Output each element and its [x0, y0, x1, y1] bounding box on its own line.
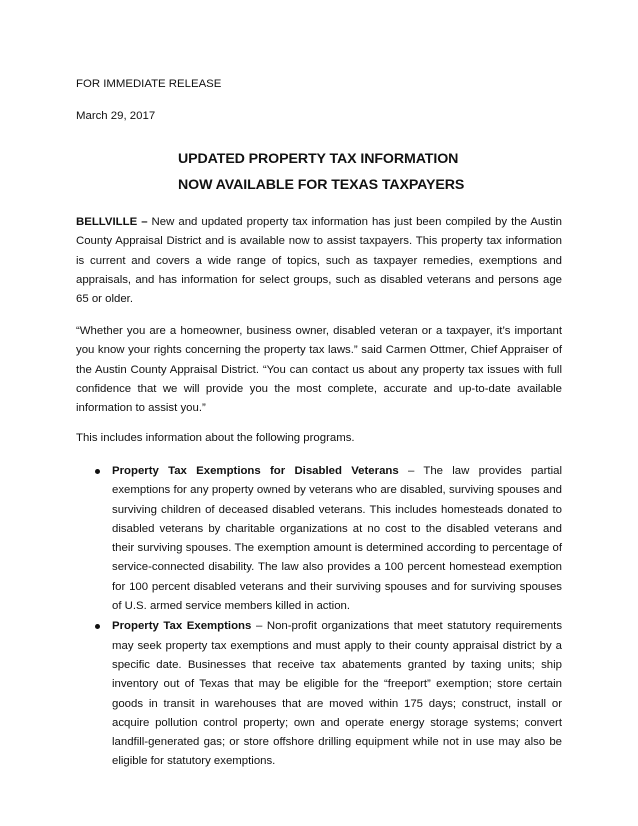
paragraph-intro	[76, 213, 562, 309]
program-text: – The law provides partial exemptions for any property owned by veterans who are disabled, surviving spouses and surviving children of deceased disabled veterans. This includes homesteads donated to disabled veterans by charitable organizations at no cost to the disabled veterans and their surviving spouses. The exemption amount is determined according to percentage of service-connected disability. The law also provides a 100 percent homestead exemption for 100 percent disabled veterans and their surviving spouses and for surviving spouses of U.S. armed service members killed in action.	[112, 465, 562, 613]
program-title: Property Tax Exemptions for Disabled Veterans	[112, 465, 399, 477]
bullet-icon	[95, 624, 100, 629]
paragraph-intro-text: New and updated property tax information has just been compiled by the Austin County Appraisal District and is available now to assist taxpayers. This property tax information is current and covers a wide range of topics, such as taxpayer remedies, exemptions and appraisals, and has information for select groups, such as disabled veterans and persons age 65 or older.	[76, 216, 562, 306]
dateline: BELLVILLE –	[76, 216, 148, 228]
title-line-2: NOW AVAILABLE FOR TEXAS TAXPAYERS	[178, 177, 465, 193]
program-text: – Non-profit organizations that meet statutory requirements may seek property tax exemptions and must apply to their county appraisal district by a specific date. Businesses that receive tax abatements granted by taxing units; ship inventory out of Texas that may be eligible for the “freeport” exemption; store certain goods in transit in warehouses that are moved within 175 days; construct, install or acquire pollution control property; own and operate energy storage systems; convert landfill-generated gas; or store offshore drilling equipment while not in use may also be eligible for statutory exemptions.	[112, 620, 563, 768]
paragraph-quote: “Whether you are a homeowner, business owner, disabled veteran or a taxpayer, it’s important you know your rights concerning the property tax laws.” said Carmen Ottmer, Chief Appraiser of the Austin County Appraisal District. “You can contact us about any property tax issues with full confidence that we will provide you the most complete, accurate and up-to-date available information to assist you.”	[76, 325, 562, 415]
list-item	[95, 617, 562, 771]
bullet-icon	[95, 469, 100, 474]
programs-list	[95, 462, 562, 773]
paragraph-programs-intro: This includes information about the following programs.	[76, 432, 355, 444]
list-item	[95, 462, 562, 616]
release-date: March 29, 2017	[76, 110, 156, 122]
release-label: FOR IMMEDIATE RELEASE	[76, 78, 222, 90]
program-title: Property Tax Exemptions	[112, 620, 252, 633]
title-line-1: UPDATED PROPERTY TAX INFORMATION	[178, 151, 459, 167]
